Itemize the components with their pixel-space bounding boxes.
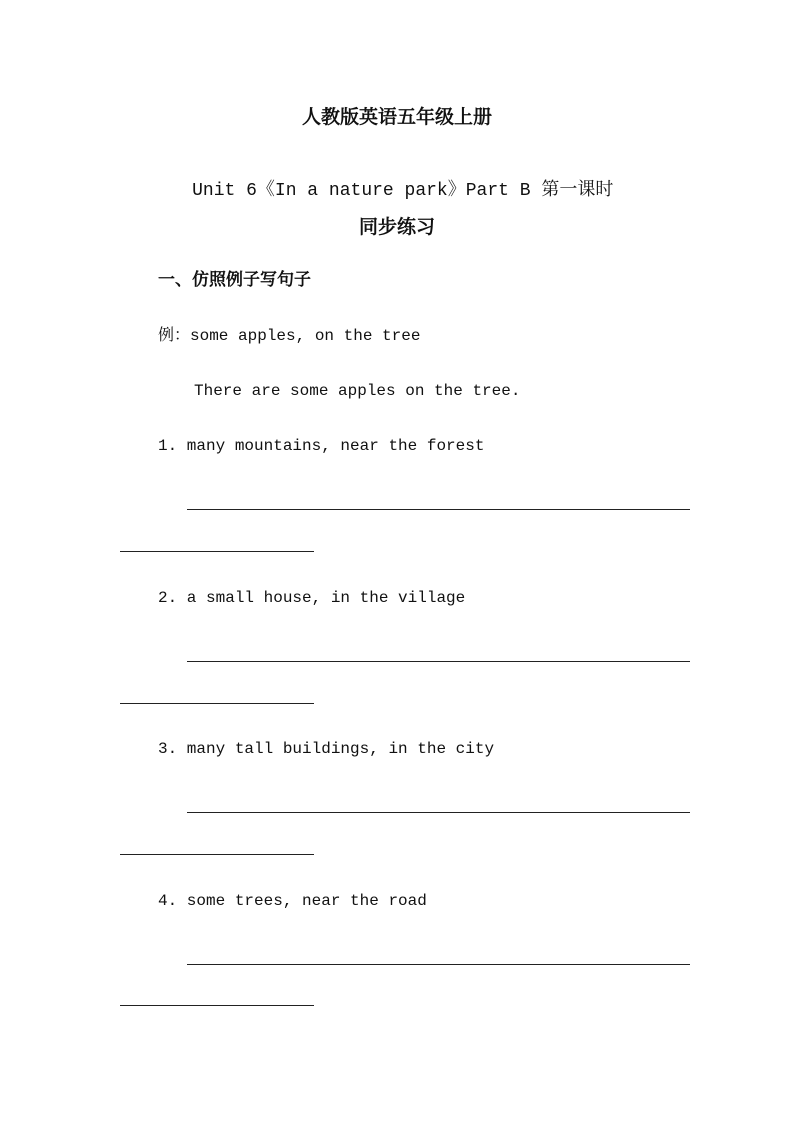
answer-line-4b[interactable]	[120, 1005, 314, 1006]
exercise-item-2-prompt: 2. a small house, in the village	[158, 589, 466, 607]
example-prompt: 例：some apples, on the tree	[158, 327, 421, 345]
title-unit-text: Unit 6《In a nature park》Part B 第一课时	[192, 181, 614, 201]
section-heading: 一、仿照例子写句子	[158, 270, 311, 290]
answer-line-1a[interactable]	[187, 509, 690, 510]
exercise-item-1-prompt: 1. many mountains, near the forest	[158, 437, 485, 455]
answer-line-1b[interactable]	[120, 551, 314, 552]
title-line-1: 人教版英语五年级上册	[301, 106, 492, 128]
exercise-item-4-prompt: 4. some trees, near the road	[158, 892, 427, 910]
answer-line-3b[interactable]	[120, 854, 314, 855]
exercise-item-3-prompt: 3. many tall buildings, in the city	[158, 740, 495, 758]
example-answer: There are some apples on the tree.	[194, 382, 521, 400]
answer-line-3a[interactable]	[187, 812, 690, 813]
title-line-2	[0, 163, 794, 200]
answer-line-2b[interactable]	[120, 703, 314, 704]
title-line-3: 同步练习	[358, 216, 435, 238]
answer-line-2a[interactable]	[187, 661, 690, 662]
answer-line-4a[interactable]	[187, 964, 690, 965]
